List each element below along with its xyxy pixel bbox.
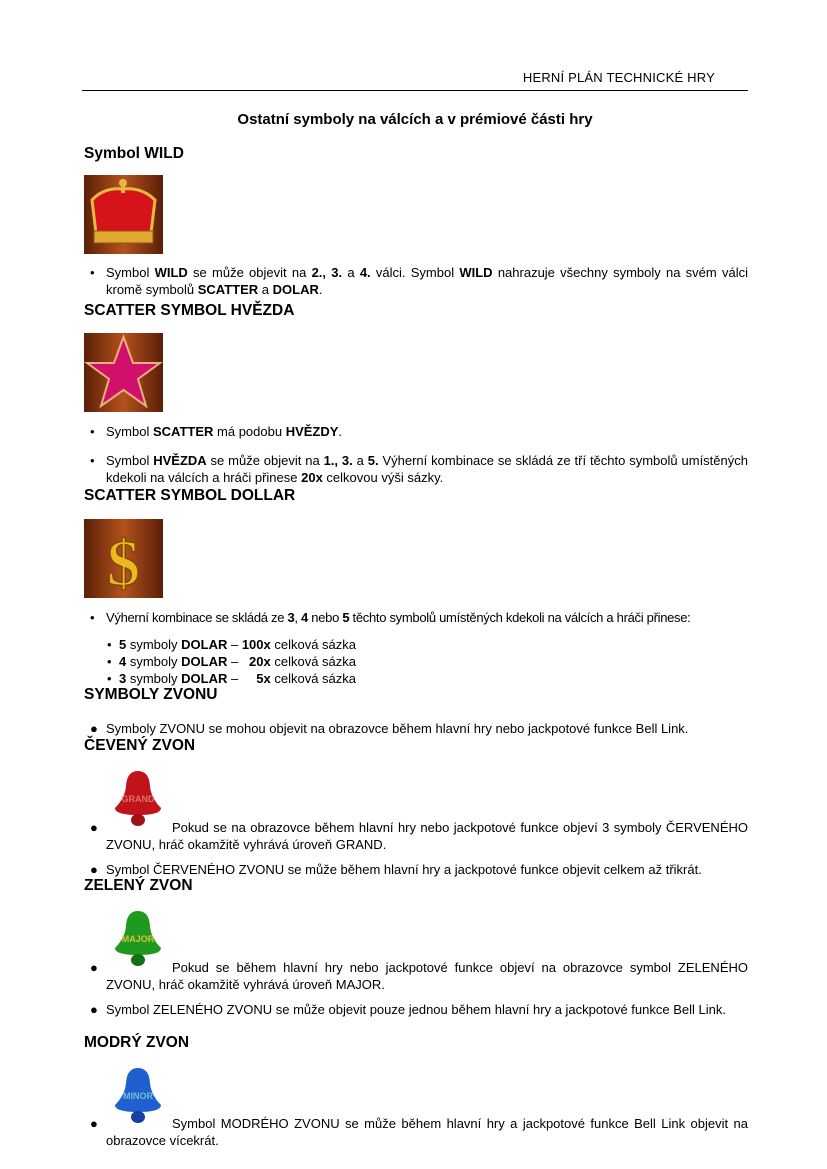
bullet-star-1: • Symbol SCATTER má podobu HVĚZDY.: [90, 424, 343, 439]
heading-scatter-star: SCATTER SYMBOL HVĚZDA: [84, 302, 295, 319]
page-title: Ostatní symboly na válcích a v prémiové části hry: [237, 111, 593, 128]
text-segment: a: [352, 453, 368, 468]
heading-scatter-dollar: SCATTER SYMBOL DOLLAR: [84, 487, 296, 504]
bold-text-segment: HVĚZDY: [285, 424, 339, 439]
bold-text-segment: WILD: [154, 265, 188, 280]
green-bell-label: MAJOR: [121, 934, 155, 944]
text-segment: Symbol: [106, 265, 155, 280]
bold-text-segment: 3: [119, 671, 127, 686]
text-segment: –: [227, 671, 257, 686]
bold-text-segment: 100x: [241, 637, 271, 652]
text-segment: symboly: [126, 637, 182, 652]
bold-text-segment: 4: [301, 610, 308, 625]
text-segment: Symbol ČERVENÉHO ZVONU se může během hlavní hry a jackpotové funkce objevit celkem až třikrát.: [106, 862, 702, 877]
heading-green-bell: ZELENÝ ZVON: [84, 877, 193, 894]
bullet-wild-1: • Symbol WILD se může objevit na 2., 3. a 4. válci. Symbol WILD nahrazuje všechny symboly na svém válci kromě symbolů SCATTER a DOLAR.: [90, 265, 748, 297]
text-segment: Symbol MODRÉHO ZVONU se může během hlavní hry a jackpotové funkce Bell Link objevit na obrazovce vícekrát.: [106, 1116, 748, 1148]
text-segment: válci. Symbol: [370, 265, 460, 280]
text-segment: Výherní kombinace se skládá ze: [106, 610, 288, 625]
sub-bullet-5: • 5 symboly DOLAR – 100x celková sázka: [107, 637, 357, 652]
bold-text-segment: 20x: [249, 654, 271, 669]
text-segment: celková sázka: [270, 637, 357, 652]
text-segment: Pokud se na obrazovce během hlavní hry nebo jackpotové funkce objeví 3 symboly ČERVENÉHO ZVONU, hráč okamžitě vyhrává úroveň GRAND.: [106, 820, 748, 852]
bullet-bells-1: ● Symboly ZVONU se mohou objevit na obrazovce během hlavní hry nebo jackpotové funkce Bell Link.: [90, 721, 689, 736]
bold-text-segment: DOLAR: [181, 654, 228, 669]
header-rule: [82, 90, 748, 91]
text-segment: ,: [294, 610, 302, 625]
bold-text-segment: 5.: [367, 453, 379, 468]
bold-text-segment: WILD: [459, 265, 493, 280]
text-segment: Symbol ZELENÉHO ZVONU se může objevit pouze jednou během hlavní hry a jackpotové funkce Bell Link.: [106, 1002, 726, 1017]
bullet-blue-1: ● Symbol MODRÉHO ZVONU se může během hlavní hry a jackpotové funkce Bell Link objevit na obrazovce vícekrát.: [90, 1116, 748, 1148]
text-segment: .: [338, 424, 343, 439]
bold-text-segment: 20x: [301, 470, 323, 485]
text-segment: –: [227, 654, 250, 669]
bold-text-segment: 4: [119, 654, 127, 669]
star-scatter-image: [84, 333, 163, 412]
bold-text-segment: 5: [119, 637, 127, 652]
text-segment: Pokud se během hlavní hry nebo jackpotové funkce objeví na obrazovce symbol ZELENÉHO ZVONU, hráč okamžitě vyhrává úroveň MAJOR.: [106, 960, 748, 992]
text-segment: symboly: [126, 654, 182, 669]
bold-text-segment: DOLAR: [272, 282, 319, 297]
crown-wild-image: [84, 175, 163, 254]
bold-text-segment: HVĚZDA: [153, 453, 207, 468]
text-segment: má podobu: [213, 424, 286, 439]
bullet-green-1: ● Pokud se během hlavní hry nebo jackpotové funkce objeví na obrazovce symbol ZELENÉHO ZVONU, hráč okamžitě vyhrává úroveň MAJOR.: [90, 960, 748, 992]
heading-red-bell: ČEVENÝ ZVON: [84, 737, 196, 754]
bold-text-segment: SCATTER: [152, 424, 214, 439]
bold-text-segment: DOLAR: [181, 637, 228, 652]
sub-bullet-4: • 4 symboly DOLAR – 20x celková sázka: [107, 654, 357, 669]
sub-bullet-3: • 3 symboly DOLAR – 5x celková sázka: [107, 671, 356, 686]
red-bell-label: GRAND: [121, 794, 155, 804]
text-segment: se může objevit na: [206, 453, 324, 468]
text-segment: symboly: [126, 671, 182, 686]
bold-text-segment: 5: [342, 610, 350, 625]
blue-bell-label: MINOR: [123, 1091, 153, 1101]
text-segment: nahrazuje všechny symboly na svém válci kromě symbolů: [106, 265, 748, 297]
bold-text-segment: SCATTER: [197, 282, 259, 297]
text-segment: nebo: [307, 610, 343, 625]
text-segment: celkovou výši sázky.: [322, 470, 444, 485]
text-segment: celková sázka: [270, 654, 357, 669]
text-segment: –: [227, 637, 242, 652]
bullet-dollar-1: • Výherní kombinace se skládá ze 3, 4 nebo 5 těchto symbolů umístěných kdekoli na válcích a hráči přinese:: [90, 610, 691, 625]
bullet-star-2: • Symbol HVĚZDA se může objevit na 1., 3. a 5. Výherní kombinace se skládá ze tří těchto symbolů umístěných kdekoli na válcích a hráči přinese 20x celkovou výši sázky.: [90, 453, 748, 485]
heading-blue-bell: MODRÝ ZVON: [84, 1034, 190, 1051]
text-segment: .: [318, 282, 323, 297]
text-segment: Výherní kombinace se skládá ze tří těchto symbolů umístěných kdekoli na válcích a hráči přinese: [106, 453, 748, 485]
page-header: HERNÍ PLÁN TECHNICKÉ HRY: [522, 70, 715, 85]
bold-text-segment: 5x: [256, 671, 271, 686]
heading-wild: Symbol WILD: [84, 145, 184, 162]
bold-text-segment: 3: [287, 610, 295, 625]
bullet-green-2: ● Symbol ZELENÉHO ZVONU se může objevit pouze jednou během hlavní hry a jackpotové funkce Bell Link.: [90, 1002, 726, 1017]
heading-bell-symbols: SYMBOLY ZVONU: [84, 686, 218, 703]
text-segment: a: [258, 282, 273, 297]
dollar-scatter-image: [84, 519, 163, 598]
bold-text-segment: 4.: [359, 265, 371, 280]
bold-text-segment: 1., 3.: [323, 453, 353, 468]
text-segment: celková sázka: [270, 671, 356, 686]
text-segment: se může objevit na: [187, 265, 312, 280]
text-segment: Symbol: [106, 453, 154, 468]
text-segment: Symbol: [106, 424, 153, 439]
bullet-red-2: ● Symbol ČERVENÉHO ZVONU se může během hlavní hry a jackpotové funkce objevit celkem až třikrát.: [90, 862, 702, 877]
svg-text:$: $: [107, 527, 140, 598]
bold-text-segment: DOLAR: [181, 671, 228, 686]
text-segment: Symboly ZVONU se mohou objevit na obrazovce během hlavní hry nebo jackpotové funkce Bell Link.: [106, 721, 689, 736]
text-segment: těchto symbolů umístěných kdekoli na válcích a hráči přinese:: [349, 610, 691, 625]
text-segment: a: [342, 265, 360, 280]
bold-text-segment: 2., 3.: [311, 265, 343, 280]
bullet-red-1: ● Pokud se na obrazovce během hlavní hry nebo jackpotové funkce objeví 3 symboly ČERVENÉHO ZVONU, hráč okamžitě vyhrává úroveň GRAND.: [90, 820, 748, 852]
